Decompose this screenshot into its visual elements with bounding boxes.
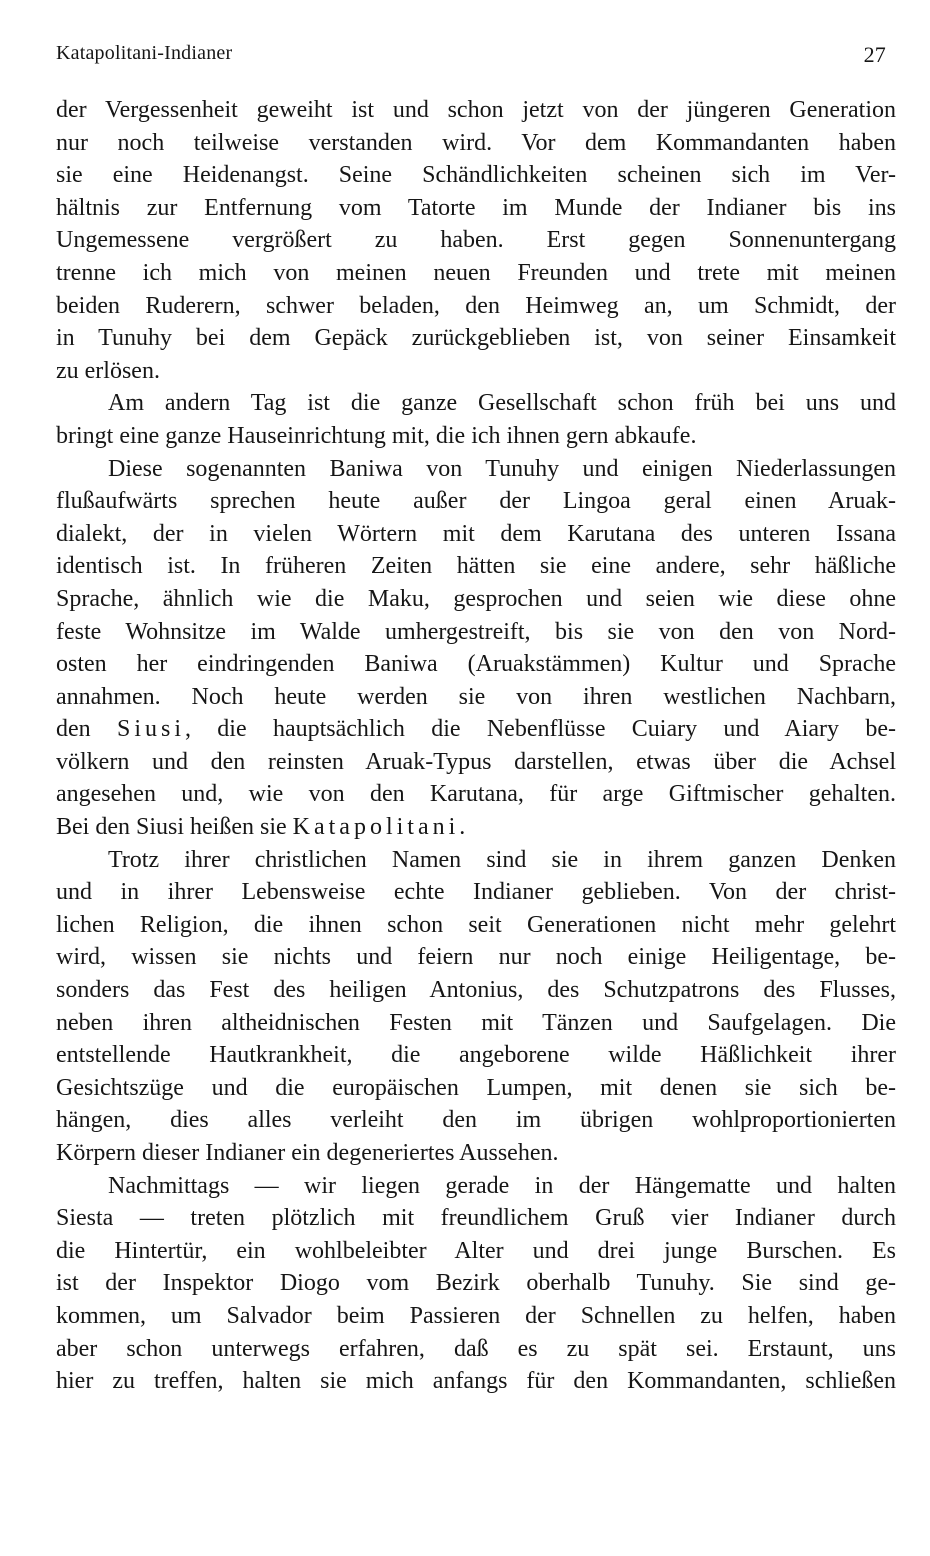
- text-line: nur noch teilweise verstanden wird. Vor dem Kommandanten haben: [56, 129, 896, 156]
- text-line: Ungemessene vergrößert zu haben. Erst gegen Sonnenuntergang: [56, 227, 896, 254]
- text-line: lichen Religion, die ihnen schon seit Generationen nicht mehr gelehrt: [56, 911, 896, 938]
- text-line: flußaufwärts sprechen heute außer der Lingoa geral einen Aruak-: [56, 488, 896, 515]
- text-line: in Tunuhy bei dem Gepäck zurückgeblieben ist, von seiner Einsamkeit: [56, 325, 896, 352]
- text-line: entstellende Hautkrankheit, die angeborene wilde Häßlichkeit ihrer: [56, 1042, 896, 1069]
- text-line: zu erlösen.: [56, 357, 160, 384]
- text-line: identisch ist. In früheren Zeiten hätten sie eine andere, sehr häßliche: [56, 553, 896, 580]
- text-line: dialekt, der in vielen Wörtern mit dem Karutana des unteren Issana: [56, 520, 896, 547]
- text-line: beiden Ruderern, schwer beladen, den Heimweg an, um Schmidt, der: [56, 292, 896, 319]
- text-line: Sprache, ähnlich wie die Maku, gesprochen und seien wie diese ohne: [56, 585, 896, 612]
- text-line: Nachmittags — wir liegen gerade in der Hängematte und halten: [108, 1172, 896, 1199]
- emphasized-word: Siusi: [116, 716, 185, 743]
- text-line: wird, wissen sie nichts und feiern nur noch einige Heiligentage, be-: [56, 944, 896, 971]
- text-line: feste Wohnsitze im Walde umhergestreift, bis sie von den von Nord-: [56, 618, 896, 645]
- text-line: trenne ich mich von meinen neuen Freunden und trete mit meinen: [56, 259, 896, 286]
- text-line: sonders das Fest des heiligen Antonius, des Schutzpatrons des Flusses,: [56, 977, 896, 1004]
- text-line: sie eine Heidenangst. Seine Schändlichkeiten scheinen sich im Ver-: [56, 162, 896, 189]
- running-head: [56, 42, 886, 68]
- text-line: Trotz ihrer christlichen Namen sind sie in ihrem ganzen Denken: [108, 846, 896, 873]
- text-line: den Siusi, die hauptsächlich die Nebenflüsse Cuiary und Aiary be-: [56, 716, 896, 743]
- text-line: hältnis zur Entfernung vom Tatorte im Munde der Indianer bis ins: [56, 194, 896, 221]
- text-line: aber schon unterwegs erfahren, daß es zu spät sei. Erstaunt, uns: [56, 1335, 896, 1362]
- text-line: hängen, dies alles verleiht den im übrigen wohlproportionierten: [56, 1107, 896, 1134]
- text-line: annahmen. Noch heute werden sie von ihren westlichen Nachbarn,: [56, 683, 896, 710]
- text-line: der Vergessenheit geweiht ist und schon jetzt von der jüngeren Generation: [56, 97, 896, 123]
- text-line: Am andern Tag ist die ganze Gesellschaft schon früh bei uns und: [108, 390, 896, 417]
- text-line: Diese sogenannten Baniwa von Tunuhy und einigen Niederlassungen: [108, 455, 896, 482]
- body-text: [56, 94, 896, 1398]
- text-line: ist der Inspektor Diogo vom Bezirk oberhalb Tunuhy. Sie sind ge-: [56, 1270, 896, 1297]
- emphasized-word: Katapolitani: [292, 814, 460, 841]
- text-line: Siesta — treten plötzlich mit freundlichem Gruß vier Indianer durch: [56, 1205, 896, 1232]
- text-line: osten her eindringenden Baniwa (Aruakstämmen) Kultur und Sprache: [56, 651, 896, 678]
- running-head-title: Katapolitani-Indianer: [56, 42, 233, 64]
- text-line: kommen, um Salvador beim Passieren der Schnellen zu helfen, haben: [56, 1302, 896, 1329]
- text-line: bringt eine ganze Hauseinrichtung mit, die ich ihnen gern abkaufe.: [56, 422, 697, 449]
- text-line: neben ihren altheidnischen Festen mit Tänzen und Saufgelagen. Die: [56, 1009, 896, 1036]
- text-line: Gesichtszüge und die europäischen Lumpen, mit denen sie sich be-: [56, 1074, 896, 1101]
- text-line: hier zu treffen, halten sie mich anfangs für den Kommandanten, schließen: [56, 1368, 896, 1395]
- text-line: und in ihrer Lebensweise echte Indianer geblieben. Von der christ-: [56, 879, 896, 906]
- text-line: die Hintertür, ein wohlbeleibter Alter und drei junge Burschen. Es: [56, 1237, 896, 1264]
- text-line: völkern und den reinsten Aruak-Typus darstellen, etwas über die Achsel: [56, 748, 896, 775]
- text-line: angesehen und, wie von den Karutana, für arge Giftmischer gehalten.: [56, 781, 896, 808]
- text-line: Körpern dieser Indianer ein degeneriertes Aussehen.: [56, 1140, 559, 1166]
- text-line: Bei den Siusi heißen sie Katapolitani.: [56, 814, 466, 841]
- page-number: 27: [863, 42, 886, 67]
